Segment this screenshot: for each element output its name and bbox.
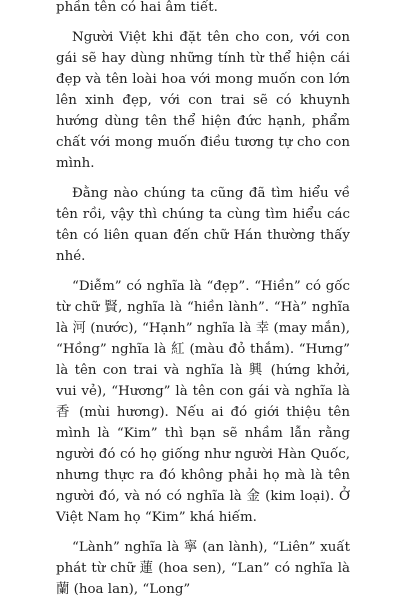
text-line: “Lành” nghĩa là 寧 (an lành), “Liên” xuất phát từ chữ	[56, 540, 350, 576]
text-line: những tính từ thể hiện cái đẹp và tên loài hoa với mong	[56, 51, 351, 87]
text-line: “Hưng” là tên con trai và nghĩa là 興 (hứng khởi, vui	[56, 342, 350, 399]
paragraph-p1	[56, 27, 350, 174]
body-text	[56, 0, 350, 609]
text-line: là “hiền lành”. “Hà” nghĩa là 河 (nước), “Hạnh” nghĩa	[56, 300, 350, 336]
paragraph-p4	[56, 537, 350, 600]
text-line: lẫn rằng người đó có họ giống như người Hàn Quốc,	[56, 426, 351, 462]
text-line: hướng dùng tên thể hiện đức hạnh, phẩm chất với	[56, 114, 350, 150]
text-line: Hán thường thấy nhé.	[56, 228, 350, 264]
text-line: là 幸 (may mắn), “Hồng” nghĩa là 紅 (màu đỏ thắm).	[56, 321, 350, 357]
text-line: Người Việt khi đặt tên cho con, với con gái sẽ hay dùng	[56, 30, 350, 66]
paragraph-p2	[56, 183, 350, 267]
text-line: khá hiếm.	[189, 510, 257, 525]
text-line: chúng ta cùng tìm hiểu các tên có liên quan đến chữ	[56, 207, 350, 243]
text-line: phần tên có hai âm tiết.	[56, 0, 218, 15]
text-line: Đằng nào chúng ta cũng đã tìm hiểu về tên rồi, vậy thì	[56, 186, 350, 222]
text-line: vẻ), “Hương” là tên con gái và nghĩa là 香 (mùi hương).	[56, 384, 350, 420]
text-line: nhưng thực ra đó không phải họ mà là tên người đó,	[56, 468, 350, 504]
text-line: và nó có nghĩa là 金 (kim loại). Ở Việt Nam họ “Kim”	[56, 489, 351, 525]
text-line: muốn con lớn lên xinh đẹp, với con trai sẽ có khuynh	[56, 72, 350, 108]
paragraph-p3	[56, 276, 350, 528]
text-line: Nếu ai đó giới thiệu tên mình là “Kim” thì bạn sẽ nhầm	[56, 405, 350, 441]
paragraph-p0	[56, 0, 350, 18]
text-line: mong muốn điều tương tự cho con mình.	[56, 135, 350, 171]
text-line: 蓮 (hoa sen), “Lan” có nghĩa là 蘭 (hoa lan), “Long”	[56, 561, 350, 597]
text-line: “Diễm” có nghĩa là “đẹp”. “Hiền” có gốc từ chữ 賢, nghĩa	[56, 279, 350, 315]
